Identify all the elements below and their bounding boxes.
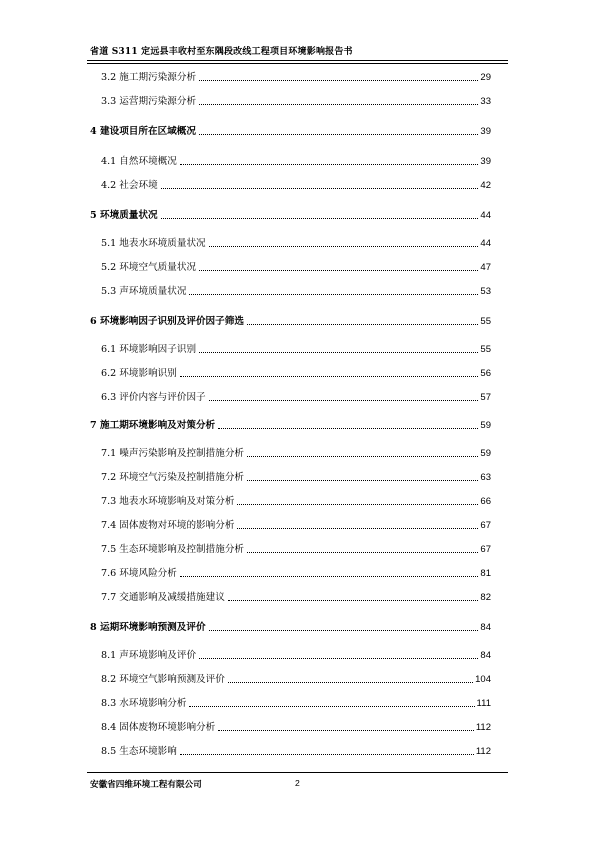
toc-dot-leader: [199, 270, 478, 271]
toc-dot-leader: [189, 706, 474, 707]
toc-entry-label: 6.1 环境影响因子识别: [101, 344, 197, 355]
toc-entry[interactable]: [101, 648, 491, 662]
toc-entry-page-number: 42: [480, 180, 491, 191]
toc-entry-label: 7.5 生态环境影响及控制措施分析: [101, 544, 245, 555]
toc-entry[interactable]: [101, 178, 491, 192]
toc-dot-leader: [247, 480, 478, 481]
toc-dot-leader: [247, 324, 479, 325]
toc-entry[interactable]: [101, 390, 491, 404]
toc-dot-leader: [180, 376, 479, 377]
toc-dot-leader: [199, 104, 478, 105]
toc-entry-page-number: 53: [480, 286, 491, 297]
toc-entry-label: 3.3 运营期污染源分析: [101, 96, 197, 107]
toc-entry-label: 7.3 地表水环境影响及对策分析: [101, 496, 235, 507]
toc-entry[interactable]: [101, 744, 491, 758]
toc-dot-leader: [228, 682, 473, 683]
toc-entry-page-number: 63: [480, 472, 491, 483]
toc-entry[interactable]: [101, 720, 491, 734]
toc-entry-page-number: 81: [480, 568, 491, 579]
toc-entry[interactable]: [101, 154, 491, 168]
toc-entry-page-number: 56: [480, 368, 491, 379]
toc-entry-page-number: 39: [480, 126, 491, 137]
toc-entry-page-number: 44: [480, 210, 491, 221]
toc-entry-page-number: 57: [480, 392, 491, 403]
toc-entry-page-number: 55: [480, 316, 491, 327]
toc-entry-page-number: 104: [475, 674, 491, 685]
toc-dot-leader: [228, 600, 479, 601]
toc-entry[interactable]: [101, 260, 491, 274]
toc-entry-label: 5 环境质量状况: [90, 210, 158, 221]
toc-entry-label: 8 运期环境影响预测及评价: [90, 622, 206, 633]
toc-entry[interactable]: [101, 518, 491, 532]
toc-dot-leader: [237, 528, 478, 529]
toc-entry[interactable]: [101, 366, 491, 380]
toc-entry[interactable]: [101, 70, 491, 84]
toc-entry-page-number: 55: [480, 344, 491, 355]
toc-entry-label: 4.2 社会环境: [101, 180, 158, 191]
toc-entry[interactable]: [101, 696, 491, 710]
toc-entry-label: 8.2 环境空气影响预测及评价: [101, 674, 225, 685]
toc-entry-label: 7.6 环境风险分析: [101, 568, 177, 579]
toc-entry[interactable]: [101, 284, 491, 298]
toc-entry-label: 6 环境影响因子识别及评价因子筛选: [90, 316, 244, 327]
toc-dot-leader: [218, 428, 478, 429]
toc-entry-page-number: 66: [480, 496, 491, 507]
toc-entry-page-number: 29: [480, 72, 491, 83]
toc-dot-leader: [218, 730, 474, 731]
toc-dot-leader: [161, 188, 479, 189]
toc-entry[interactable]: [90, 208, 491, 222]
toc-entry-label: 7 施工期环境影响及对策分析: [90, 420, 216, 431]
toc-entry-page-number: 67: [480, 520, 491, 531]
toc-entry-page-number: 44: [480, 238, 491, 249]
toc-entry[interactable]: [101, 672, 491, 686]
toc-entry-label: 5.1 地表水环境质量状况: [101, 238, 206, 249]
toc-dot-leader: [199, 80, 478, 81]
toc-entry-page-number: 82: [480, 592, 491, 603]
toc-entry-page-number: 33: [480, 96, 491, 107]
toc-dot-leader: [199, 352, 478, 353]
toc-entry-label: 7.7 交通影响及减缓措施建议: [101, 592, 225, 603]
toc-entry-label: 8.1 声环境影响及评价: [101, 650, 197, 661]
toc-dot-leader: [247, 456, 478, 457]
toc-entry-label: 7.1 噪声污染影响及控制措施分析: [101, 448, 245, 459]
footer-rule: [87, 772, 508, 773]
toc-entry-label: 4.1 自然环境概况: [101, 156, 177, 167]
toc-entry-label: 6.3 评价内容与评价因子: [101, 392, 206, 403]
toc-entry[interactable]: [101, 342, 491, 356]
toc-entry-page-number: 67: [480, 544, 491, 555]
toc-dot-leader: [161, 218, 479, 219]
toc-entry-label: 7.2 环境空气污染及控制措施分析: [101, 472, 245, 483]
toc-dot-leader: [209, 630, 479, 631]
toc-entry[interactable]: [90, 418, 491, 432]
toc-entry-label: 8.4 固体废物环境影响分析: [101, 722, 216, 733]
toc-entry-label: 5.3 声环境质量状况: [101, 286, 187, 297]
toc-entry-page-number: 112: [475, 722, 491, 733]
toc-entry[interactable]: [101, 446, 491, 460]
toc-dot-leader: [180, 576, 479, 577]
toc-entry-page-number: 39: [480, 156, 491, 167]
toc-entry-page-number: 111: [476, 698, 491, 709]
toc-dot-leader: [180, 164, 479, 165]
toc-dot-leader: [209, 246, 479, 247]
toc-entry-label: 4 建设项目所在区域概况: [90, 126, 196, 137]
toc-dot-leader: [199, 658, 478, 659]
toc-dot-leader: [199, 134, 478, 135]
toc-entry-page-number: 112: [475, 746, 491, 757]
toc-entry-label: 3.2 施工期污染源分析: [101, 72, 197, 83]
toc-entry[interactable]: [101, 470, 491, 484]
toc-entry-label: 8.3 水环境影响分析: [101, 698, 187, 709]
toc-dot-leader: [189, 294, 478, 295]
toc-entry[interactable]: [101, 494, 491, 508]
footer-page-number: 2: [295, 778, 300, 788]
toc-entry-label: 5.2 环境空气质量状况: [101, 262, 197, 273]
toc-entry[interactable]: [101, 542, 491, 556]
toc-entry[interactable]: [90, 314, 491, 328]
toc-entry[interactable]: [101, 236, 491, 250]
toc-dot-leader: [180, 754, 474, 755]
toc-dot-leader: [237, 504, 478, 505]
toc-entry-label: 6.2 环境影响识别: [101, 368, 177, 379]
toc-entry-page-number: 84: [480, 622, 491, 633]
toc-entry-label: 7.4 固体废物对环境的影响分析: [101, 520, 235, 531]
toc-entry-label: 8.5 生态环境影响: [101, 746, 177, 757]
toc-entry-page-number: 84: [480, 650, 491, 661]
toc-entry[interactable]: [90, 124, 491, 138]
toc-entry[interactable]: [101, 590, 491, 604]
page-header-title: 省道 S311 定远县丰收村至东隅段改线工程项目环境影响报告书: [90, 47, 353, 57]
toc-dot-leader: [209, 400, 479, 401]
toc-entry-page-number: 59: [480, 420, 491, 431]
toc-entry[interactable]: [90, 620, 491, 634]
toc-entry-page-number: 47: [480, 262, 491, 273]
toc-entry[interactable]: [101, 94, 491, 108]
footer-company: 安徽省四维环境工程有限公司: [90, 780, 202, 790]
toc-entry-page-number: 59: [480, 448, 491, 459]
toc-entry[interactable]: [101, 566, 491, 580]
toc-dot-leader: [247, 552, 478, 553]
